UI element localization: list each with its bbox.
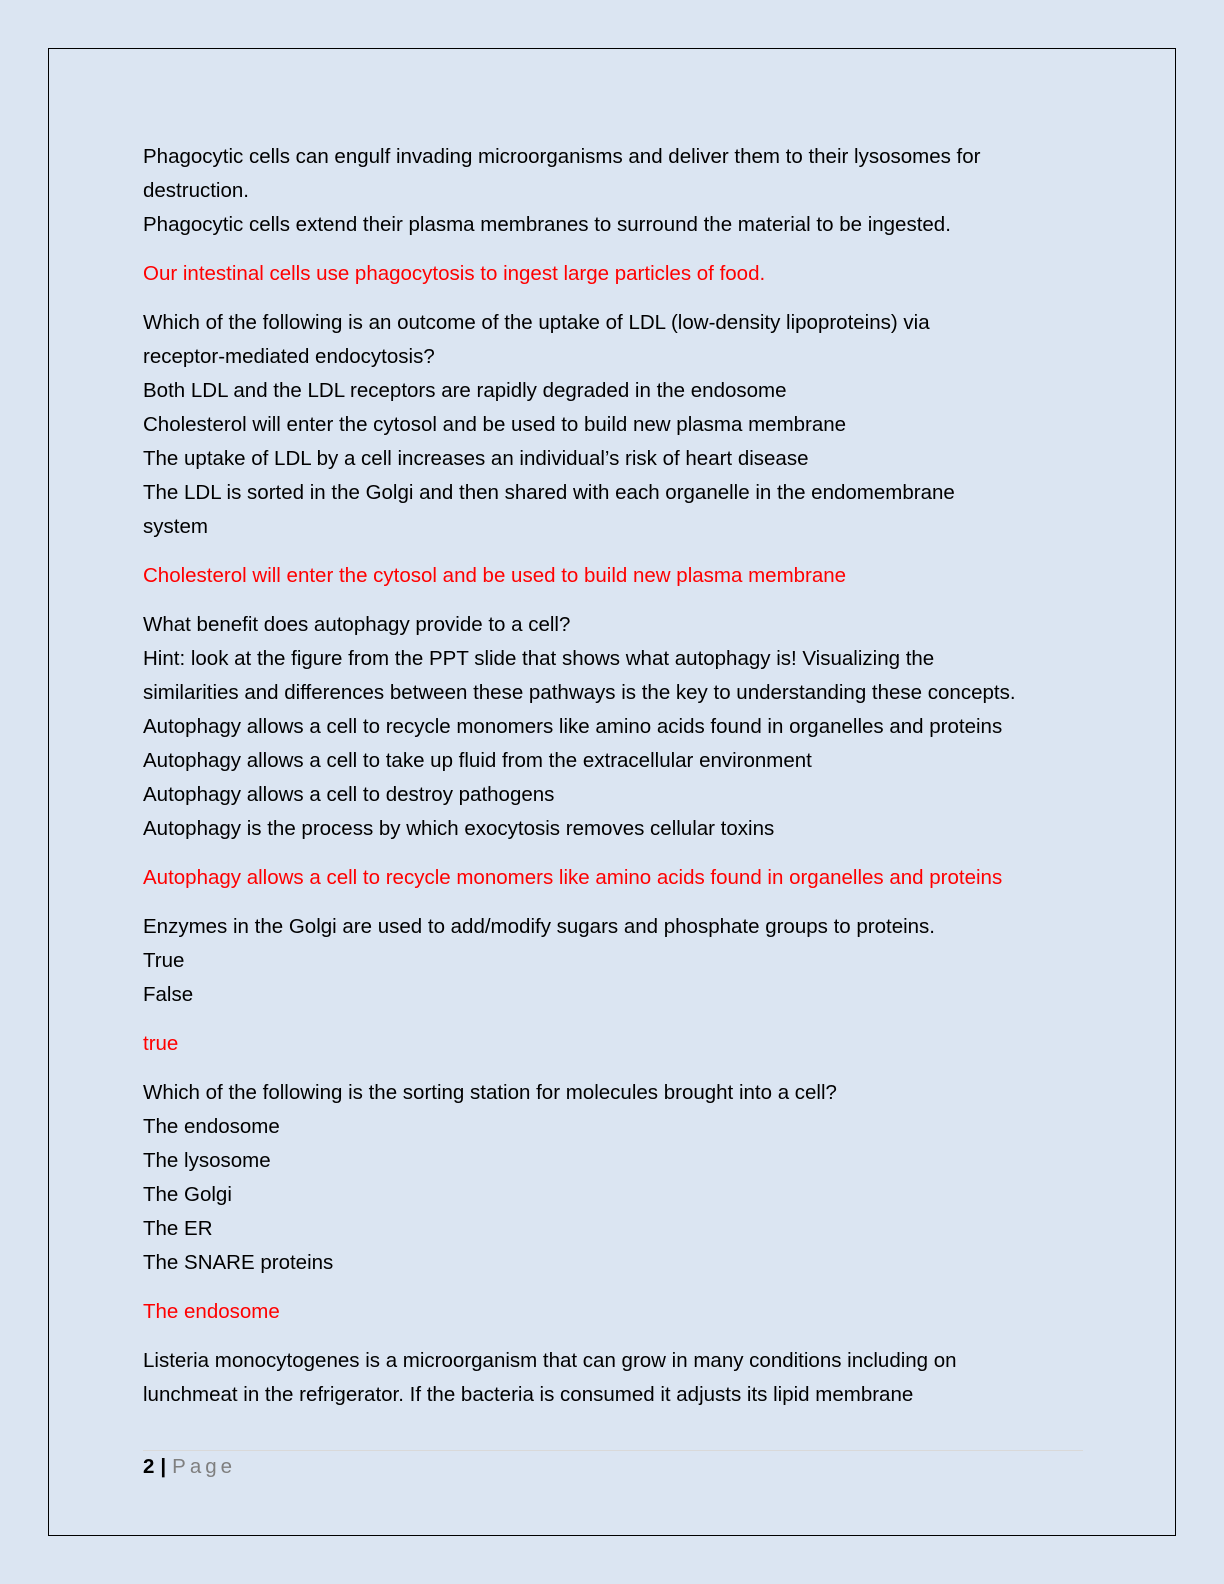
answer-line: Cholesterol will enter the cytosol and be used to build new plasma membrane bbox=[143, 564, 847, 587]
question-paragraph bbox=[143, 140, 1088, 242]
footer-divider bbox=[143, 1450, 1083, 1451]
text-line: Autophagy allows a cell to destroy pathogens bbox=[143, 783, 555, 806]
text-line: Which of the following is the sorting station for molecules brought into a cell? bbox=[143, 1081, 837, 1104]
text-line: The Golgi bbox=[143, 1183, 232, 1206]
text-line: False bbox=[143, 983, 194, 1006]
text-line: The endosome bbox=[143, 1115, 280, 1138]
text-line: Both LDL and the LDL receptors are rapidly degraded in the endosome bbox=[143, 379, 787, 402]
question-paragraph bbox=[143, 608, 1088, 846]
text-line: receptor-mediated endocytosis? bbox=[143, 345, 435, 368]
text-line: What benefit does autophagy provide to a cell? bbox=[143, 613, 571, 636]
text-line: Phagocytic cells extend their plasma membranes to surround the material to be ingested. bbox=[143, 213, 951, 236]
page-label: Page bbox=[172, 1455, 237, 1478]
footer-separator: | bbox=[160, 1455, 167, 1478]
answer-paragraph bbox=[143, 1027, 1088, 1061]
question-paragraph bbox=[143, 1076, 1088, 1280]
text-line: Autophagy is the process by which exocytosis removes cellular toxins bbox=[143, 817, 775, 840]
text-line: The ER bbox=[143, 1217, 213, 1240]
text-line: Enzymes in the Golgi are used to add/modify sugars and phosphate groups to proteins. bbox=[143, 915, 936, 938]
text-line: similarities and differences between these pathways is the key to understanding these concepts. bbox=[143, 681, 1016, 704]
answer-line: Autophagy allows a cell to recycle monomers like amino acids found in organelles and proteins bbox=[143, 866, 1003, 889]
text-line: Which of the following is an outcome of the uptake of LDL (low-density lipoproteins) via bbox=[143, 311, 930, 334]
text-line: lunchmeat in the refrigerator. If the bacteria is consumed it adjusts its lipid membrane bbox=[143, 1383, 914, 1406]
text-line: True bbox=[143, 949, 185, 972]
text-line: The SNARE proteins bbox=[143, 1251, 334, 1274]
answer-line: The endosome bbox=[143, 1300, 280, 1323]
answer-line: Our intestinal cells use phagocytosis to ingest large particles of food. bbox=[143, 262, 766, 285]
text-line: Hint: look at the figure from the PPT slide that shows what autophagy is! Visualizing the bbox=[143, 647, 935, 670]
text-line: destruction. bbox=[143, 179, 249, 202]
document-body bbox=[143, 140, 1088, 1427]
answer-paragraph bbox=[143, 1295, 1088, 1329]
text-line: Listeria monocytogenes is a microorganism that can grow in many conditions including on bbox=[143, 1349, 957, 1372]
answer-paragraph bbox=[143, 257, 1088, 291]
text-line: Cholesterol will enter the cytosol and be used to build new plasma membrane bbox=[143, 413, 847, 436]
page-number: 2 bbox=[143, 1455, 155, 1478]
question-paragraph bbox=[143, 306, 1088, 544]
text-line: Autophagy allows a cell to recycle monomers like amino acids found in organelles and proteins bbox=[143, 715, 1003, 738]
text-line: The LDL is sorted in the Golgi and then shared with each organelle in the endomembrane bbox=[143, 481, 955, 504]
answer-line: true bbox=[143, 1032, 179, 1055]
text-line: The lysosome bbox=[143, 1149, 271, 1172]
question-paragraph bbox=[143, 1344, 1088, 1412]
text-line: system bbox=[143, 515, 208, 538]
answer-paragraph bbox=[143, 861, 1088, 895]
text-line: The uptake of LDL by a cell increases an individual’s risk of heart disease bbox=[143, 447, 809, 470]
text-line: Autophagy allows a cell to take up fluid from the extracellular environment bbox=[143, 749, 812, 772]
answer-paragraph bbox=[143, 559, 1088, 593]
question-paragraph bbox=[143, 910, 1088, 1012]
text-line: Phagocytic cells can engulf invading microorganisms and deliver them to their lysosomes for bbox=[143, 145, 981, 168]
page-footer bbox=[143, 1453, 236, 1481]
